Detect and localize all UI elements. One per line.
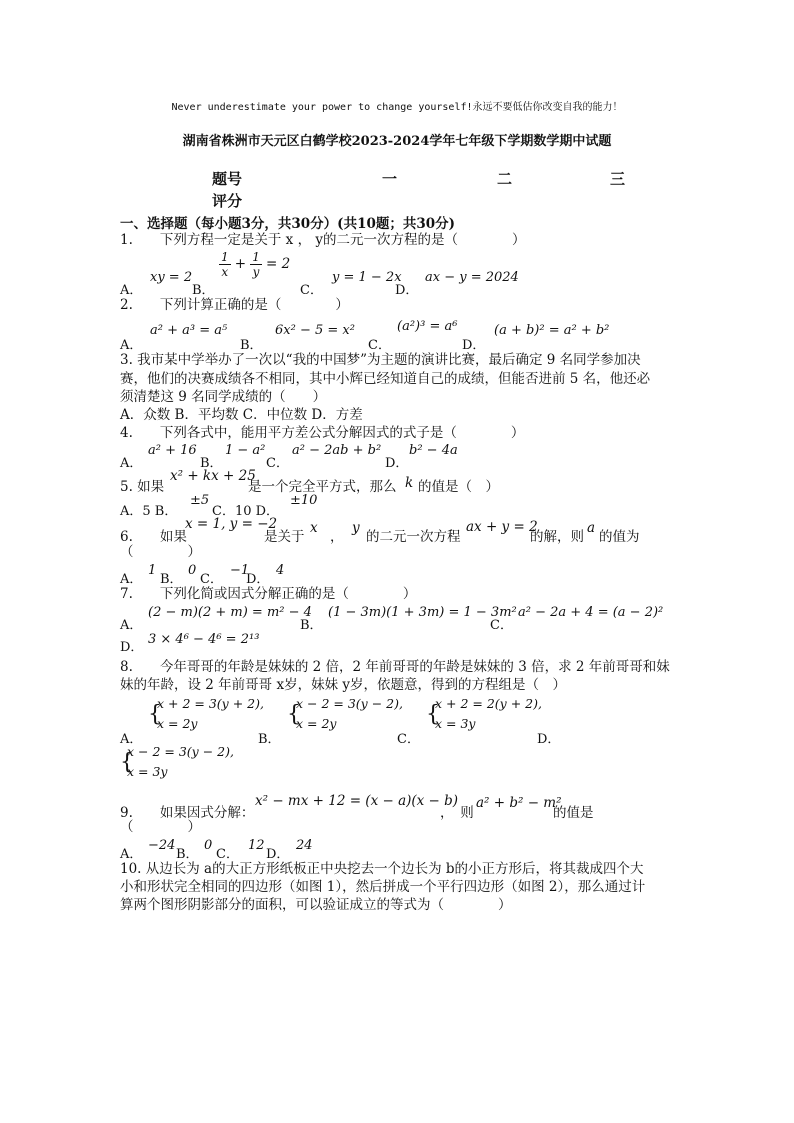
q6-post2: 的值为	[599, 529, 640, 545]
q7-option-a-expr: (2 − m)(2 + m) = m² − 4	[148, 605, 312, 620]
q4-option-d-expr: b² − 4a	[409, 443, 458, 458]
q6-option-d-val: 4	[276, 563, 285, 578]
q6-post: 的解，则	[530, 529, 584, 545]
q8-a-eq1: x + 2 = 3(y + 2),	[157, 696, 264, 711]
q9-paren: （ ）	[120, 819, 201, 835]
q4-option-a-expr: a² + 16	[148, 443, 197, 458]
q9-option-d-label: D．	[266, 847, 290, 862]
q2-option-b-label: B．	[240, 338, 263, 353]
q5-post: 是一个完全平方式，那么	[248, 479, 397, 495]
q8-line-1: 8. 今年哥哥的年龄是妹妹的 2 倍，2 年前哥哥的年龄是妹妹的 3 倍，求 2 年前哥哥和妹	[120, 659, 670, 675]
q9-expr: x² − mx + 12 = (x − a)(x − b)	[255, 793, 459, 809]
q6-paren: （ ）	[120, 544, 201, 560]
q8-c-eq2: x = 3y	[435, 716, 476, 731]
q2-option-b-expr: 6x² − 5 = x²	[275, 323, 355, 338]
q6-eq: ax + y = 2	[466, 519, 538, 535]
score-col-3: 三	[610, 170, 626, 188]
q6-a-var: a	[587, 520, 596, 536]
q1-option-b-label: B．	[192, 283, 215, 298]
q8-line-2: 妹的年龄，设 2 年前哥哥 x岁，妹妹 y岁，依题意，得到的方程组是（ ）	[120, 677, 566, 693]
q2-option-c-label: C．	[368, 338, 391, 353]
q5-pre: 5. 如果	[120, 479, 165, 495]
q8-option-c-brace: {	[426, 702, 440, 727]
section-heading-choice: 一、选择题（每小题3分，共30分）(共10题；共30分)	[120, 216, 456, 232]
q3-options: A．众数 B．平均数 C．中位数 D．方差	[120, 407, 363, 423]
q8-d-eq2: x = 3y	[127, 764, 168, 779]
q4-stem: 4. 下列各式中，能用平方差公式分解因式的式子是（ ）	[120, 425, 525, 441]
q1-option-b-rhs: = 2	[266, 256, 291, 272]
q1-option-d-label: D．	[395, 283, 419, 298]
q1-frac1-num: 1	[221, 250, 229, 264]
q8-option-c-system	[435, 694, 542, 734]
q10-line-3: 算两个图形阴影部分的面积，可以验证成立的等式为（ ）	[120, 897, 512, 913]
q1-option-c-label: C．	[300, 283, 323, 298]
q3-line-3: 须清楚这 9 名同学成绩的（ ）	[120, 389, 327, 405]
q5-option-d-expr: ±10	[290, 493, 318, 508]
q4-option-b-expr: 1 − a²	[225, 443, 266, 458]
q4-option-b-label: B．	[200, 456, 223, 471]
q3-line-2: 赛，他们的决赛成绩各不相同，其中小辉已经知道自己的成绩，但能否进前 5 名，他还必	[120, 371, 651, 387]
q9-option-a-label: A．	[120, 847, 143, 862]
q6-option-b-label: B．	[160, 572, 183, 587]
q2-stem: 2. 下列计算正确的是（ ）	[120, 297, 349, 313]
q7-option-b-expr: (1 − 3m)(1 + 3m) = 1 − 3m²	[328, 605, 517, 620]
q8-a-eq2: x = 2y	[157, 716, 198, 731]
q6-option-a-val: 1	[148, 563, 157, 578]
q9-option-b-val: 0	[204, 838, 213, 853]
q6-mid: 是关于	[264, 529, 305, 545]
q9-mid: ， 则	[440, 805, 474, 821]
q8-option-b-label: B．	[258, 732, 281, 747]
q7-option-d-label: D．	[120, 640, 144, 655]
q7-option-d-expr: 3 × 4⁶ − 4⁶ = 2¹³	[148, 632, 260, 647]
q6-x: x	[310, 520, 318, 536]
q8-option-d-label: D．	[537, 732, 561, 747]
q1-option-a-label: A．	[120, 283, 143, 298]
q6-option-c-val: −1	[230, 563, 250, 578]
q9-option-c-val: 12	[248, 838, 265, 853]
q8-option-c-label: C．	[397, 732, 420, 747]
q7-option-c-label: C．	[490, 618, 513, 633]
q2-option-d-label: D．	[462, 338, 486, 353]
q10-line-2: 小和形状完全相同的四边形（如图 1），然后拼成一个平行四边形（如图 2），那么通过计	[120, 879, 646, 895]
q8-option-b-system	[296, 694, 403, 734]
q1-option-c-expr: y = 1 − 2x	[332, 270, 402, 285]
q1-option-d-expr: ax − y = 2024	[425, 270, 519, 285]
exam-title: 湖南省株洲市天元区白鹤学校2023-2024学年七年级下学期数学期中试题	[182, 134, 612, 149]
q8-option-a-brace: {	[148, 702, 162, 727]
q8-option-d-system	[127, 742, 234, 782]
q7-option-a-label: A．	[120, 618, 143, 633]
q9-option-a-val: −24	[148, 838, 176, 853]
q8-d-eq1: x − 2 = 3(y − 2),	[127, 744, 234, 759]
q9-option-b-label: B．	[176, 847, 199, 862]
q8-b-eq1: x − 2 = 3(y − 2),	[296, 696, 403, 711]
q8-option-a-label: A．	[120, 732, 143, 747]
motto-header: Never underestimate your power to change yourself!永远不要低估你改变自我的能力！	[171, 102, 623, 113]
q1-stem: 1. 下列方程一定是关于 x ， y的二元一次方程的是（ ）	[120, 232, 526, 248]
q2-option-a-label: A．	[120, 338, 143, 353]
q6-option-b-val: 0	[188, 563, 197, 578]
q1-frac1-den: x	[221, 265, 229, 279]
q9-expr2: a² + b² − m²	[476, 795, 562, 811]
q8-c-eq1: x + 2 = 2(y + 2),	[435, 696, 542, 711]
q6-pre: 6. 如果	[120, 529, 187, 545]
q9-pre: 9. 如果因式分解：	[120, 805, 255, 821]
q5-expr: x² + kx + 25	[170, 468, 256, 484]
q4-option-c-label: C．	[266, 456, 289, 471]
q8-option-b-brace: {	[287, 702, 301, 727]
q5-option-cd: C．10 D．	[212, 504, 280, 519]
q8-b-eq2: x = 2y	[296, 716, 337, 731]
score-col-2: 二	[497, 170, 513, 188]
score-row-label-number: 题号	[212, 170, 243, 188]
q9-option-c-label: C．	[216, 847, 239, 862]
q8-option-d-brace: {	[120, 750, 134, 775]
q6-y: y	[352, 520, 360, 536]
q8-option-a-system	[157, 694, 264, 734]
q2-option-a-expr: a² + a³ = a⁵	[150, 323, 228, 338]
q1-frac2-num: 1	[252, 250, 260, 264]
q5-k: k	[405, 475, 414, 491]
q6-sep: ，	[330, 529, 344, 545]
score-row-label-score: 评分	[212, 192, 243, 210]
q5-option-ab: A．5 B．	[120, 504, 178, 519]
q3-line-1: 3. 我市某中学举办了一次以“我的中国梦”为主题的演讲比赛，最后确定 9 名同学参加决	[120, 352, 641, 368]
q2-option-c-expr: (a²)³ = a⁶	[397, 319, 458, 334]
q1-frac2-den: y	[252, 265, 260, 279]
q9-post: 的值是	[553, 805, 594, 821]
q6-option-c-label: C．	[200, 572, 223, 587]
q7-stem: 7. 下列化简或因式分解正确的是（ ）	[120, 586, 417, 602]
q5-post2: 的值是（ ）	[418, 479, 499, 495]
q7-option-c-expr: a² − 2a + 4 = (a − 2)²	[518, 605, 664, 620]
q4-option-d-label: D．	[385, 456, 409, 471]
q10-line-1: 10. 从边长为 a的大正方形纸板正中央挖去一个边长为 b的小正方形后，将其裁成四个大	[120, 861, 644, 877]
q1-option-a-expr: xy = 2	[150, 270, 193, 285]
q6-option-a-label: A．	[120, 572, 143, 587]
q2-option-d-expr: (a + b)² = a² + b²	[494, 323, 610, 338]
q1-option-b-expr: $\frac{1}{x}$ + $\frac{1}{y}$ = 2	[221, 250, 291, 279]
score-col-1: 一	[382, 170, 398, 188]
q5-option-b-expr: ±5	[190, 493, 210, 508]
q4-option-c-expr: a² − 2ab + b²	[292, 443, 382, 458]
q6-option-d-label: D．	[246, 572, 270, 587]
q6-cond: x = 1, y = −2	[185, 516, 278, 532]
q4-option-a-label: A．	[120, 456, 143, 471]
q7-option-b-label: B．	[300, 618, 323, 633]
q6-mid2: 的二元一次方程	[366, 529, 461, 545]
q9-option-d-val: 24	[296, 838, 313, 853]
